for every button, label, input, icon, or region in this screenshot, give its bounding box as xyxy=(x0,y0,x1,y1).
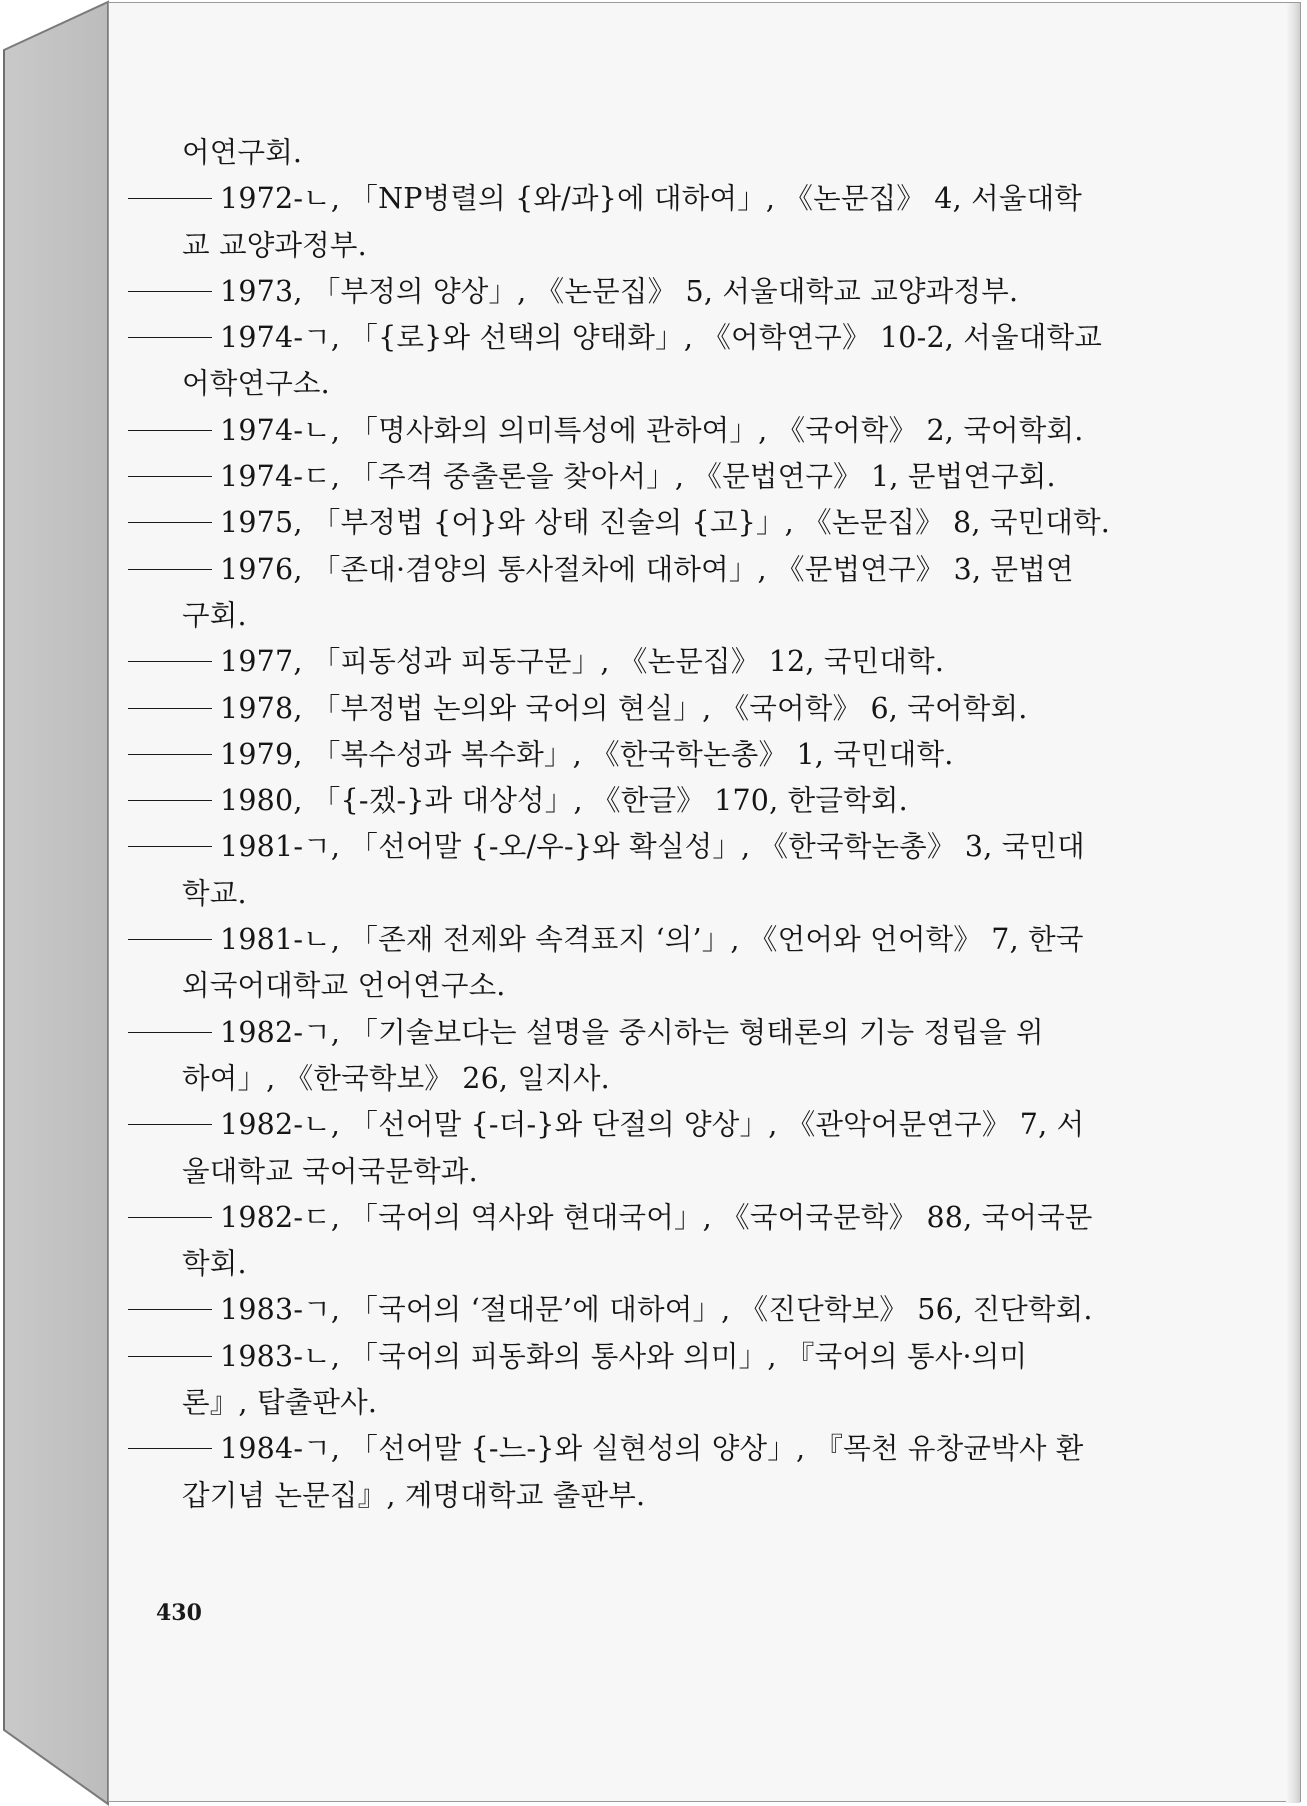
entry-continuation: 론』, 탑출판사. xyxy=(182,1386,378,1420)
bibliography-entry xyxy=(128,639,1123,685)
bibliography-entry xyxy=(128,176,1123,222)
bibliography-entry xyxy=(128,408,1123,454)
bibliography-entry xyxy=(128,917,1123,963)
entry-text: 1975, 「부정법 {어}와 상태 진술의 {고}」, 《논문집》 8, 국민대학. xyxy=(220,506,1111,540)
entry-text: 1974-ㄷ, 「주격 중출론을 찾아서」, 《문법연구》 1, 문법연구회. xyxy=(220,460,1056,494)
bibliography-entry xyxy=(128,315,1123,361)
repeat-author-dash xyxy=(128,1448,212,1449)
entry-continuation: 갑기념 논문집』, 계명대학교 출판부. xyxy=(182,1478,646,1512)
repeat-author-dash xyxy=(128,476,212,477)
entry-continuation: 학회. xyxy=(182,1247,247,1281)
repeat-author-dash xyxy=(128,708,212,709)
repeat-author-dash xyxy=(128,430,212,431)
repeat-author-dash xyxy=(128,569,212,570)
entry-continuation: 학교. xyxy=(182,876,247,910)
entry-text: 1976, 「존대·겸양의 통사절차에 대하여」, 《문법연구》 3, 문법연 xyxy=(220,552,1074,586)
repeat-author-dash xyxy=(128,1217,212,1218)
entry-text: 1983-ㄱ, 「국어의 ‘절대문’에 대하여」, 《진단학보》 56, 진단학회. xyxy=(220,1293,1093,1327)
entry-text: 1982-ㄴ, 「선어말 {-더-}와 단절의 양상」, 《관악어문연구》 7, 서 xyxy=(220,1108,1085,1142)
repeat-author-dash xyxy=(128,1124,212,1125)
repeat-author-dash xyxy=(128,522,212,523)
bibliography-entry xyxy=(128,824,1123,870)
bibliography-entry xyxy=(128,1287,1123,1333)
entry-text: 1983-ㄴ, 「국어의 피동화의 통사와 의미」, 『국어의 통사·의미 xyxy=(220,1339,1028,1373)
entry-text: 1974-ㄴ, 「명사화의 의미특성에 관하여」, 《국어학》 2, 국어학회. xyxy=(220,413,1084,447)
bibliography-entry xyxy=(128,269,1123,315)
entry-text: 1984-ㄱ, 「선어말 {-느-}와 실현성의 양상」, 『목천 유창균박사 환 xyxy=(220,1432,1084,1466)
repeat-author-dash xyxy=(128,1309,212,1310)
entry-text: 1981-ㄱ, 「선어말 {-오/우-}와 확실성」, 《한국학논총》 3, 국민대 xyxy=(220,830,1085,864)
bibliography-entry xyxy=(128,1426,1123,1472)
repeat-author-dash xyxy=(128,800,212,801)
entry-text: 1977, 「피동성과 피동구문」, 《논문집》 12, 국민대학. xyxy=(220,645,945,679)
entry-text: 1982-ㄷ, 「국어의 역사와 현대국어」, 《국어국문학》 88, 국어국문 xyxy=(220,1200,1093,1234)
repeat-author-dash xyxy=(128,1356,212,1357)
entry-continuation: 울대학교 국어국문학과. xyxy=(182,1154,478,1188)
entry-text: 1982-ㄱ, 「기술보다는 설명을 중시하는 형태론의 기능 정립을 위 xyxy=(220,1015,1044,1049)
page-number: 430 xyxy=(156,1600,202,1626)
bibliography-entry xyxy=(128,454,1123,500)
entry-text: 1974-ㄱ, 「{로}와 선택의 양태화」, 《어학연구》 10-2, 서울대학교 xyxy=(220,321,1102,355)
repeat-author-dash xyxy=(128,846,212,847)
entry-text: 1972-ㄴ, 「NP병렬의 {와/과}에 대하여」, 《논문집》 4, 서울대학 xyxy=(220,182,1083,216)
page-edge-shadow xyxy=(1286,3,1300,1803)
repeat-author-dash xyxy=(128,939,212,940)
bibliography-entry xyxy=(128,1102,1123,1148)
repeat-author-dash xyxy=(128,661,212,662)
entry-text: 1979, 「복수성과 복수화」, 《한국학논총》 1, 국민대학. xyxy=(220,737,954,771)
repeat-author-dash xyxy=(128,1032,212,1033)
bibliography-entry xyxy=(128,1010,1123,1056)
repeat-author-dash xyxy=(128,198,212,199)
entry-continuation: 외국어대학교 언어연구소. xyxy=(182,969,506,1003)
repeat-author-dash xyxy=(128,291,212,292)
book-spine-graphic xyxy=(0,0,110,1806)
bibliography-text xyxy=(128,130,1123,1519)
entry-continuation: 하여」, 《한국학보》 26, 일지사. xyxy=(182,1061,610,1095)
entry-text: 1973, 「부정의 양상」, 《논문집》 5, 서울대학교 교양과정부. xyxy=(220,274,1019,308)
bibliography-entry xyxy=(128,1334,1123,1380)
entry-text: 1980, 「{-겠-}과 대상성」, 《한글》 170, 한글학회. xyxy=(220,784,908,818)
bibliography-entry xyxy=(128,547,1123,593)
bibliography-entry xyxy=(128,500,1123,546)
entry-text: 1981-ㄴ, 「존재 전제와 속격표지 ‘의’」, 《언어와 언어학》 7, 한국 xyxy=(220,923,1084,957)
entry-continuation: 어학연구소. xyxy=(182,367,330,401)
bibliography-entry xyxy=(128,1195,1123,1241)
entry-text: 1978, 「부정법 논의와 국어의 현실」, 《국어학》 6, 국어학회. xyxy=(220,691,1028,725)
entry-continuation: 어연구회. xyxy=(182,136,303,169)
book-spine xyxy=(0,0,110,1806)
entry-continuation: 교 교양과정부. xyxy=(182,228,367,262)
repeat-author-dash xyxy=(128,337,212,338)
bibliography-entry xyxy=(128,778,1123,824)
entry-continuation: 구회. xyxy=(182,598,247,632)
bibliography-entry xyxy=(128,732,1123,778)
repeat-author-dash xyxy=(128,754,212,755)
bibliography-entry xyxy=(128,686,1123,732)
